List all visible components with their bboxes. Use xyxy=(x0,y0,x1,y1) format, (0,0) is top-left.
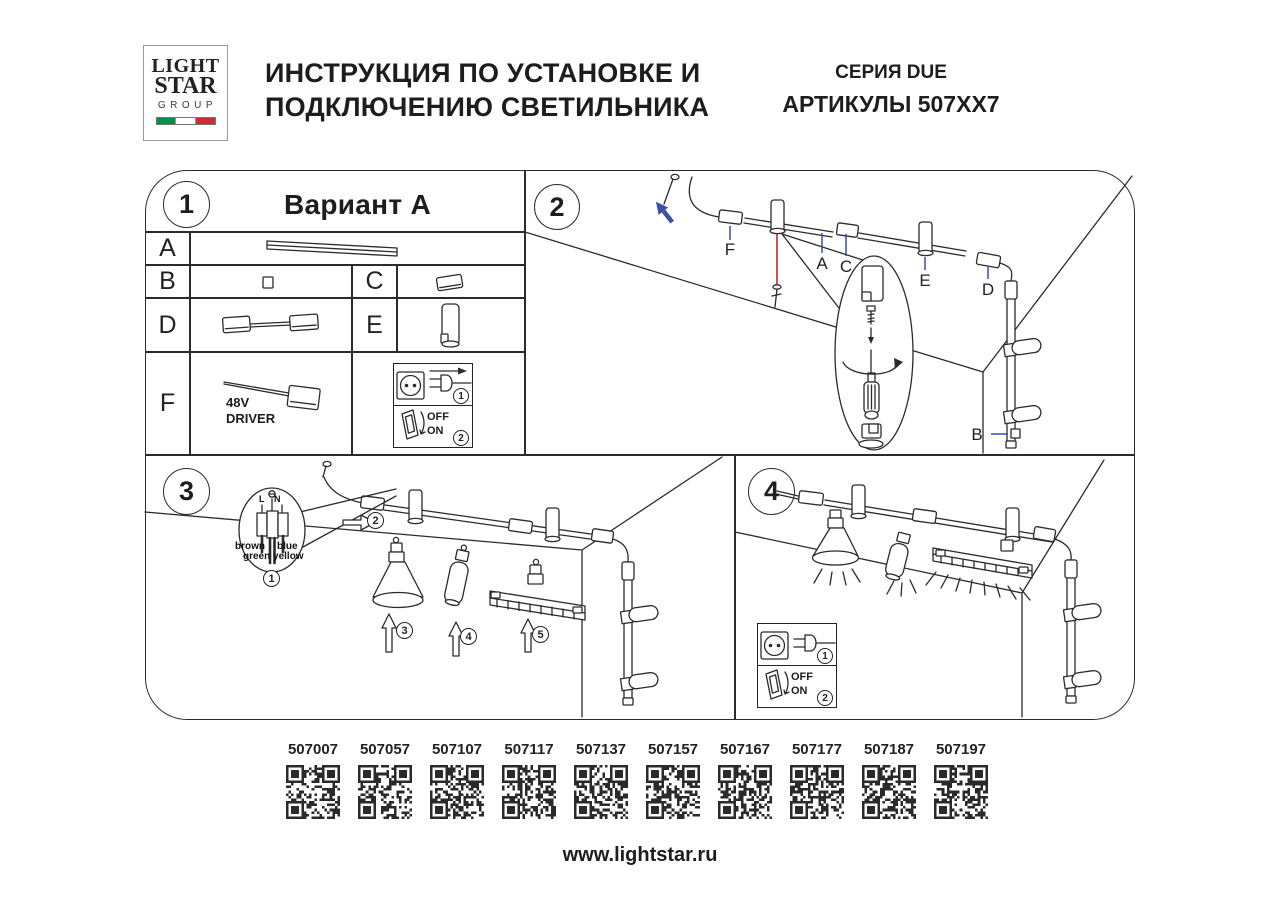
logo-text-light: LIGHT xyxy=(151,55,220,77)
part-b-thumbnail xyxy=(263,277,273,288)
part-label-b: B xyxy=(971,425,983,444)
detail-cap-piece xyxy=(859,424,883,448)
part-label-c: C xyxy=(839,257,853,276)
series-name: СЕРИЯ DUE xyxy=(835,62,947,83)
corner-connector-d xyxy=(976,252,1001,268)
ceiling-mount-post xyxy=(770,200,785,234)
step-2-badge: 2 xyxy=(453,430,469,446)
switch-icon xyxy=(763,669,793,703)
part-label-e: E xyxy=(919,271,931,290)
table-row-label-e: E xyxy=(366,310,383,339)
light-rays xyxy=(887,580,916,596)
step-1-badge: 1 xyxy=(817,648,833,664)
table-row-label-f: F xyxy=(159,389,176,417)
panel-3-number: 3 xyxy=(163,468,210,515)
panel-1-number: 1 xyxy=(163,181,210,228)
title-line-2: ПОДКЛЮЧЕНИЮ СВЕТИЛЬНИКА xyxy=(265,92,710,122)
plug-in-step xyxy=(394,364,472,406)
step-1-badge: 1 xyxy=(263,570,280,587)
table-row-label-a: A xyxy=(159,234,176,262)
part-label-a: A xyxy=(816,254,828,273)
panel2-scene xyxy=(525,174,1132,453)
cone-lamp xyxy=(813,510,861,585)
linear-light xyxy=(926,540,1032,600)
wall-rail xyxy=(613,539,659,705)
supply-cable xyxy=(776,491,798,499)
panel3-scene xyxy=(145,457,722,717)
plug-icon xyxy=(794,639,805,647)
step-3-badge: 3 xyxy=(396,622,413,639)
step-2-badge: 2 xyxy=(367,512,384,529)
ceiling-screw xyxy=(323,461,331,477)
track-connector xyxy=(508,519,532,534)
mount-post xyxy=(1005,508,1020,542)
wire-label-brown: brown xyxy=(235,541,265,552)
article-number: 507107 xyxy=(431,741,483,758)
linear-light xyxy=(490,559,585,620)
part-b-square xyxy=(1011,429,1020,438)
article-number: 507007 xyxy=(287,741,339,758)
mount-post xyxy=(408,490,423,524)
article-number: 507177 xyxy=(791,741,843,758)
wire-label-green-yellow: green yellow xyxy=(243,551,304,562)
series-articles: АРТИКУЛЫ 507XX7 xyxy=(782,91,1000,117)
wall-rail xyxy=(1003,281,1042,448)
article-number: 507167 xyxy=(719,741,771,758)
website-url: www.lightstar.ru xyxy=(562,844,718,866)
step-2-badge: 2 xyxy=(817,690,833,706)
up-arrow-icon xyxy=(382,614,396,652)
panel-4-number: 4 xyxy=(748,468,795,515)
wire-label-n: N xyxy=(274,494,281,504)
part-c-thumbnail xyxy=(436,274,463,291)
title-line-1: ИНСТРУКЦИЯ ПО УСТАНОВКЕ И xyxy=(265,58,701,88)
detail-connector xyxy=(862,266,883,301)
track-connector xyxy=(798,491,823,506)
cone-lamp xyxy=(373,537,423,607)
power-connection-box xyxy=(393,363,473,448)
corner-cable xyxy=(1000,263,1012,281)
mount-post xyxy=(545,508,560,542)
article-number: 507157 xyxy=(647,741,699,758)
table-row-label-b: B xyxy=(159,267,176,295)
wall-rail xyxy=(1055,539,1102,703)
off-on-labels: OFF ON xyxy=(791,671,813,697)
power-connection-box xyxy=(757,623,837,708)
article-number: 507117 xyxy=(504,741,554,758)
wire-label-l: L xyxy=(259,494,265,504)
table-row-label-d: D xyxy=(158,310,177,339)
ceiling-screw xyxy=(664,174,679,204)
logo-text-group: GROUP xyxy=(157,100,218,111)
switch-on-step xyxy=(758,666,836,707)
part-label-f: F xyxy=(724,240,736,259)
article-number: 507137 xyxy=(575,741,627,758)
switch-on-step xyxy=(394,406,472,447)
mount-post-e xyxy=(918,222,933,256)
step-5-badge: 5 xyxy=(532,626,549,643)
part-e-thumbnail xyxy=(441,304,459,347)
article-number: 507057 xyxy=(359,741,411,758)
step-4-badge: 4 xyxy=(460,628,477,645)
track-connector xyxy=(912,509,936,524)
off-on-labels: OFF ON xyxy=(427,411,449,437)
plug-in-step xyxy=(758,624,836,666)
driver-label: 48V DRIVER xyxy=(226,395,276,426)
wire-label-blue: blue xyxy=(277,541,298,552)
switch-icon xyxy=(399,409,429,443)
part-d-thumbnail xyxy=(222,314,318,333)
mount-post xyxy=(851,485,866,519)
track-a-thumbnail xyxy=(267,241,397,256)
track-segment-2 xyxy=(858,233,966,256)
article-number: 507197 xyxy=(935,741,987,758)
track-end-connector xyxy=(591,529,613,544)
step-1-badge: 1 xyxy=(453,388,469,404)
connector-f xyxy=(718,210,742,225)
table-row-label-c: C xyxy=(365,267,384,295)
panel-2-number: 2 xyxy=(534,184,580,230)
track-segment-1 xyxy=(744,218,833,237)
connector-c xyxy=(836,223,858,238)
variant-title: Вариант A xyxy=(283,189,431,220)
logo-text-star: STAR xyxy=(154,73,217,99)
supply-cable xyxy=(689,177,719,217)
part-label-d: D xyxy=(981,280,995,299)
article-number: 507187 xyxy=(863,741,915,758)
plug-icon xyxy=(430,379,441,387)
hanging-screw xyxy=(772,285,781,307)
light-rays xyxy=(814,569,860,585)
cylinder-spot xyxy=(883,531,916,596)
cylinder-spot xyxy=(443,543,473,607)
